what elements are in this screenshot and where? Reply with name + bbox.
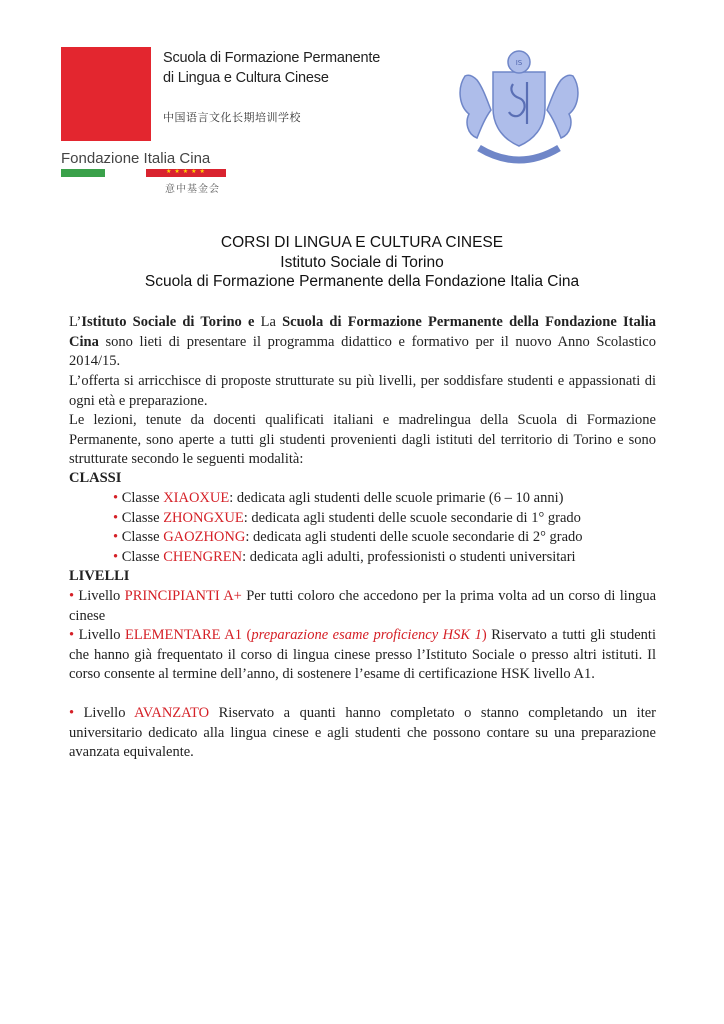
classe-prefix: Classe <box>118 548 164 565</box>
livello-note-close: ) <box>481 627 487 643</box>
intro-rest: sono lieti di presentare il programma didattico e formativo per il nuovo Anno Scolastico 2014/15. <box>69 333 656 369</box>
livello-prefix: Livello <box>74 627 126 643</box>
bullet-icon: • <box>69 705 75 721</box>
fondazione-logo-text: Fondazione Italia Cina <box>61 150 211 167</box>
classe-desc: : dedicata agli studenti delle scuole primarie (6 – 10 anni) <box>229 490 564 506</box>
classe-desc: : dedicata agli adulti, professionisti o studenti universitari <box>242 548 576 565</box>
intro-paragraph-3: Le lezioni, tenute da docenti qualificati italiani e madrelingua della Scuola di Formazione Permanente, sono aperte a tutti gli studenti provenienti dagli istituti del territorio di Torino e sono strutturate secondo le seguenti modalità: <box>69 412 656 467</box>
fondazione-green-bar <box>61 169 105 177</box>
intro-connector: La <box>254 314 283 330</box>
bullet-icon: • <box>113 509 119 526</box>
livello-name: PRINCIPIANTI A+ <box>124 588 242 604</box>
livello-desc: Per tutti coloro che accedono per la prima volta ad un corso di lingua cinese <box>69 588 657 624</box>
livello-desc: Riservato a tutti gli studenti che hanno già frequentato il corso di lingua cinese presso l’Istituto Sociale o presso altri istituti. Il corso consente al termine dell’anno, di sostenere l’esame di certificazione HSK livello A1. <box>69 627 656 682</box>
intro-paragraph-1 <box>69 313 656 372</box>
page-subtitle: Istituto Sociale di Torino <box>280 254 444 271</box>
intro-institute-1: Istituto Sociale di Torino e <box>81 314 255 330</box>
page-title: CORSI DI LINGUA E CULTURA CINESE <box>220 234 504 251</box>
intro-institute-2: Scuola di Formazione Permanente della Fondazione Italia Cina <box>69 314 656 350</box>
livello-note: preparazione esame proficiency HSK 1 <box>251 627 482 643</box>
classe-name: CHENGREN <box>163 548 243 565</box>
classe-desc: : dedicata agli studenti delle scuole secondarie di 2° grado <box>245 529 583 545</box>
classe-name: GAOZHONG <box>163 529 246 545</box>
livello-name: AVANZATO <box>134 705 210 721</box>
school-name-chinese: 中国语言文化长期培训学校 <box>163 111 301 124</box>
list-item <box>113 528 673 548</box>
bullet-icon: • <box>113 529 119 545</box>
livelli-heading: LIVELLI <box>69 568 130 584</box>
page-subtitle-2: Scuola di Formazione Permanente della Fondazione Italia Cina <box>144 273 580 290</box>
livello-item <box>69 704 656 763</box>
livello-name: ELEMENTARE A1 <box>125 627 242 643</box>
livello-prefix: Livello <box>74 588 125 604</box>
school-name-line1: Scuola di Formazione Permanente <box>163 50 381 66</box>
livello-note-open: ( <box>241 627 252 643</box>
classi-heading: CLASSI <box>69 470 122 486</box>
school-logo-red-square <box>61 47 151 141</box>
classe-prefix: Classe <box>118 509 164 526</box>
bullet-icon: • <box>113 548 119 565</box>
intro-paragraph-2: L’offerta si arricchisce di proposte strutturate su più livelli, per soddisfare studenti e appassionati di ogni età e preparazione. <box>69 373 656 409</box>
list-item <box>113 489 673 509</box>
intro-lead: L’ <box>69 314 82 330</box>
fondazione-chinese-name: 意中基金会 <box>165 184 220 195</box>
livello-item <box>69 626 656 685</box>
svg-text:IS: IS <box>515 59 523 67</box>
classe-prefix: Classe <box>118 529 164 545</box>
livello-prefix: Livello <box>74 705 135 721</box>
school-name-line2: di Lingua e Cultura Cinese <box>163 70 329 86</box>
classe-name: ZHONGXUE <box>163 509 244 526</box>
list-item <box>113 548 673 568</box>
istituto-sociale-crest-icon <box>455 48 583 166</box>
bullet-icon: • <box>113 490 119 506</box>
classe-name: XIAOXUE <box>163 490 230 506</box>
classi-list <box>113 489 673 567</box>
livello-item <box>69 587 656 626</box>
classe-desc: : dedicata agli studenti delle scuole secondarie di 1° grado <box>243 509 581 526</box>
livello-desc: Riservato a quanti hanno completato o stanno completando un iter universitario dedicato alla lingua cinese e agli studenti che possono contare su una preparazione avanzata equivalente. <box>69 705 656 760</box>
bullet-icon: • <box>69 627 75 643</box>
bullet-icon: • <box>69 588 75 604</box>
fondazione-stars: ★★★★★ <box>166 168 208 175</box>
classe-prefix: Classe <box>118 490 164 506</box>
list-item <box>113 509 673 529</box>
